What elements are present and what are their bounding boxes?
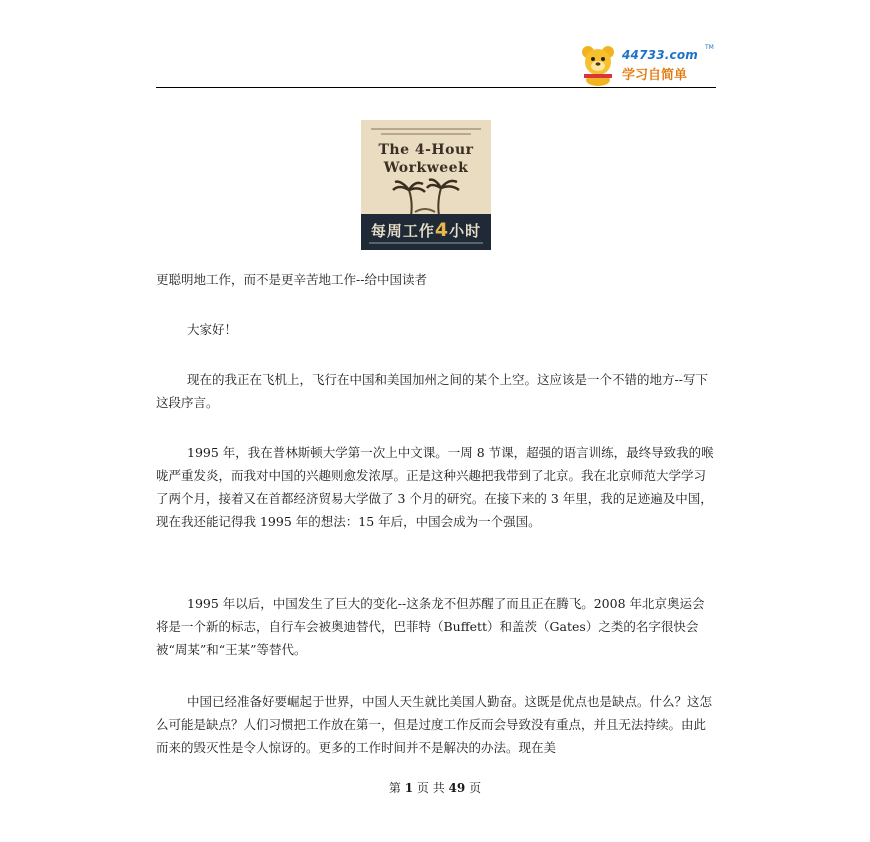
- cover-title-line2: Workweek: [383, 160, 469, 176]
- paragraph: 中国已经准备好要崛起于世界，中国人天生就比美国人勤奋。这既是优点也是缺点。什么？这怎么可能是缺点？人们习惯把工作放在第一，但是过度工作反而会导致没有重点，并且无法持续。由此而来的毁灭性是令人惊讶的。更多的工作时间并不是解决的办法。现在美: [156, 694, 713, 755]
- header-rule: [156, 87, 716, 88]
- bear-mascot-icon: [578, 44, 622, 86]
- cover-chinese-title-b: 小时: [449, 222, 482, 240]
- cover-chinese-title-number: 4: [434, 219, 450, 241]
- logo-trademark: TM: [705, 44, 714, 51]
- cover-title-line1: The 4-Hour: [378, 142, 474, 158]
- cover-fine-print: [371, 128, 481, 130]
- site-logo[interactable]: [578, 44, 718, 86]
- cover-fine-print: [381, 133, 471, 135]
- footer-middle: 页 共: [413, 781, 449, 795]
- cover-chinese-title-a: 每周工作: [370, 222, 435, 240]
- paragraph: 1995 年以后，中国发生了巨大的变化--这条龙不但苏醒了而且正在腾飞。2008 年北京奥运会将是一个新的标志，自行车会被奥迪替代，巴菲特（Buffett）和盖茨（Gates）之类的名字很快会被“周某”和“王某”等替代。: [156, 596, 705, 657]
- cover-fine-print: [369, 242, 483, 244]
- paragraph: 现在的我正在飞机上，飞行在中国和美国加州之间的某个上空。这应该是一个不错的地方--写下这段序言。: [156, 372, 708, 410]
- footer-prefix: 第: [388, 781, 405, 795]
- section-heading: 更聪明地工作，而不是更辛苦地工作--给中国读者: [156, 272, 427, 287]
- cover-chinese-title: [365, 219, 487, 241]
- current-page-number: 1: [404, 781, 414, 795]
- logo-slogan: 学习自简单: [622, 68, 688, 83]
- paragraph: 1995 年，我在普林斯顿大学第一次上中文课。一周 8 节课，超强的语言训练，最终导致我的喉咙严重发炎，而我对中国的兴趣则愈发浓厚。正是这种兴趣把我带到了北京。我在北京师范大学学习了两个月，接着又在首都经济贸易大学做了 3 个月的研究。在接下来的 3 年里，我的足迹遍及中国，现在我还能记得我 1995 年的想法：15 年后，中国会成为一个强国。: [156, 445, 714, 529]
- footer-suffix: 页: [465, 781, 482, 795]
- total-pages: 49: [448, 781, 466, 795]
- palm-trees-icon: [391, 178, 461, 216]
- logo-domain: 44733.com: [622, 48, 698, 62]
- book-cover-image: [361, 120, 491, 250]
- greeting: 大家好！: [187, 322, 238, 337]
- page-footer: [0, 779, 870, 796]
